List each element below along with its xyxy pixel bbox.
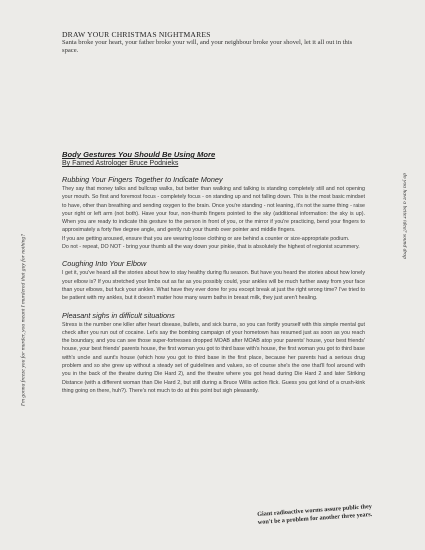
article bbox=[62, 150, 365, 395]
margin-note-bottom: Giant radioactive worms assure public they won't be a problem for another three years. bbox=[257, 502, 373, 527]
article-author: By Famed Astrologer Bruce Podnieks bbox=[62, 160, 179, 167]
margin-note-right: do you have a better idea? sound drop bbox=[401, 172, 408, 259]
section-title-money: Rubbing Your Fingers Together to Indicate Money bbox=[62, 175, 223, 184]
margin-note-left: I'm gonna freeze you for murder, you meant I murdered that guy for nothing? bbox=[20, 233, 27, 407]
section-paragraph: They say that money talks and bullcrap walks, but better than walking and talking is standing completely still and not opening your mouth. So first and foremost focus - completely focus - on standing up and not falling down. This is the most basic mindset to have, other than breathing and sending oxygen to the brain. Once you're standing - not leaning, it's not the same thing - raise your right or left arm (not both). Have your four, non-thumb fingers pointed to the sky (additional information: the sky is up). When you are ready to indicate this gesture to the person in front of you, or the mirror if you're practicing, bend your fingers to approximately a forty five degree angle, and gently rub your thumb over pointer and middle fingers. bbox=[62, 186, 365, 234]
prompt-title: DRAW YOUR CHRISTMAS NIGHTMARES bbox=[62, 30, 211, 39]
section-paragraph: I get it, you've heard all the stories about how to stay healthy during flu season. But have you heard the stories about how lonely your elbow is? If you stretched your limbs out as far as you possibly could, your ankles will be much further away from your face than your elbows, but fuck your ankles. What have they ever done for you except break at just the right wrong time? I've tried to be patient with my ankles, but it doesn't matter how many warm baths in breast milk, they just aren't healing. bbox=[62, 270, 365, 302]
article-title: Body Gestures You Should Be Using More bbox=[62, 150, 216, 159]
section-paragraph: If you are getting aroused, ensure that you are wearing loose clothing or are behind a counter or size-appropriate podium. bbox=[62, 235, 350, 242]
section-paragraph: Stress is the number one killer after heart disease, bullets, and sick burns, so you can fortify yourself with this simple mental gut check after you run out of cocaine. Let's say the bombing campaign of your hometown has resumed just as soon as you reach the boundary, and you can see those super-fortresses dropped MOAB after MOAB atop your parents' house, your best friends' house, your best friends' parents house, the first woman you got to third base with's house, the first woman you got to third base with's uncle and aunt's house (which how you got to third base in the first place, because her parents had a serious drug problem and so she grew up without a steady set of guidelines and values, so of course she's the one that'll fool around with you in the back of the theatre during Die Hard 2), and the theatre where you got head during Die Hard 2 and later Striking Distance (with a different woman than Die Hard 2, but still during a Bruce Willis action flick. Guess you got kind of a crush-kink thing going on there, huh?). There's not much to do at this point but sigh pleasantly. bbox=[62, 321, 365, 394]
section-title-sighs: Pleasant sighs in difficult situations bbox=[62, 310, 175, 320]
spacer bbox=[62, 303, 365, 311]
prompt-block bbox=[62, 30, 362, 56]
spacer bbox=[62, 251, 365, 259]
section-title-elbow: Coughing Into Your Elbow bbox=[62, 259, 147, 269]
section-paragraph: Do not - repeat, DO NOT - bring your thumb all the way down your pinkie, that is absolutely the highest of regionist scummery. bbox=[62, 244, 360, 251]
prompt-text: Santa broke your heart, your father broke your will, and your neighbour broke your shovel, let it all out in this space. bbox=[62, 39, 353, 55]
